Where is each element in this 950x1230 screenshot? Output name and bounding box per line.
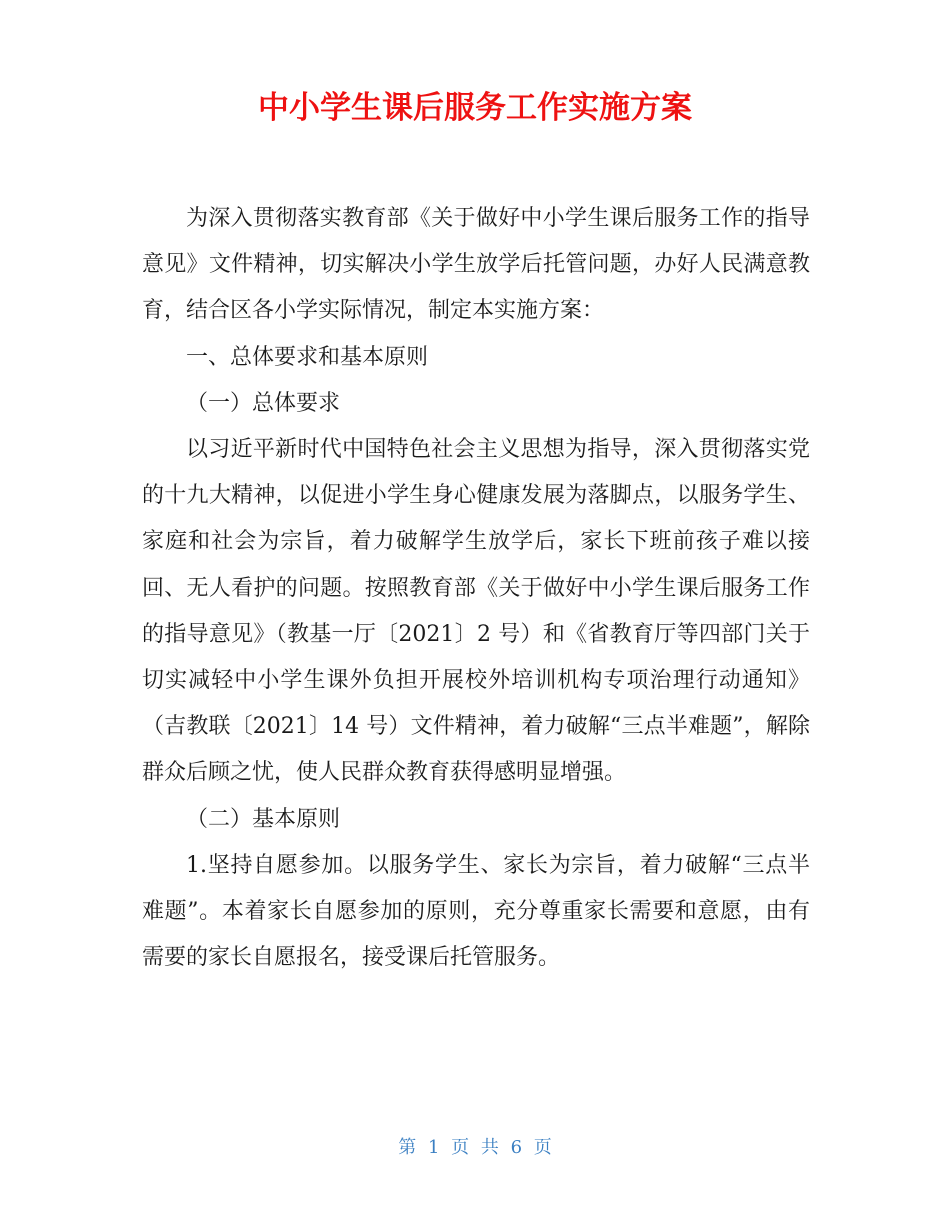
subsection-heading-2: （二）基本原则: [186, 806, 341, 832]
section-heading-1: 一、总体要求和基本原则: [186, 344, 429, 370]
document-body: [142, 196, 810, 981]
paragraph-intro: 为深入贯彻落实教育部《关于做好中小学生课后服务工作的指导意见》文件精神，切实解决小学生放学后托管问题，办好人民满意教育，结合区各小学实际情况，制定本实施方案：: [142, 206, 810, 324]
paragraph-overall-requirements: 以习近平新时代中国特色社会主义思想为指导，深入贯彻落实党的十九大精神，以促进小学生身心健康发展为落脚点，以服务学生、家庭和社会为宗旨，着力破解学生放学后，家长下班前孩子难以接回、无人看护的问题。按照教育部《关于做好中小学生课后服务工作的指导意见》（教基一厅〔2021〕2 号）和《省教育厅等四部门关于切实减轻中小学生课外负担开展校外培训机构专项治理行动通知》（吉教联〔2021〕14 号）文件精神，着力破解“三点半难题”，解除群众后顾之忧，使人民群众教育获得感明显增强。: [142, 437, 810, 786]
subsection-heading-1: （一）总体要求: [186, 390, 341, 416]
document-title: 中小学生课后服务工作实施方案: [258, 90, 692, 126]
page-number-footer: 第 1 页 共 6 页: [398, 1137, 552, 1158]
paragraph-principle-1: 1.坚持自愿参加。以服务学生、家长为宗旨，着力破解“三点半难题”。本着家长自愿参加的原则，充分尊重家长需要和意愿，由有需要的家长自愿报名，接受课后托管服务。: [142, 852, 810, 971]
